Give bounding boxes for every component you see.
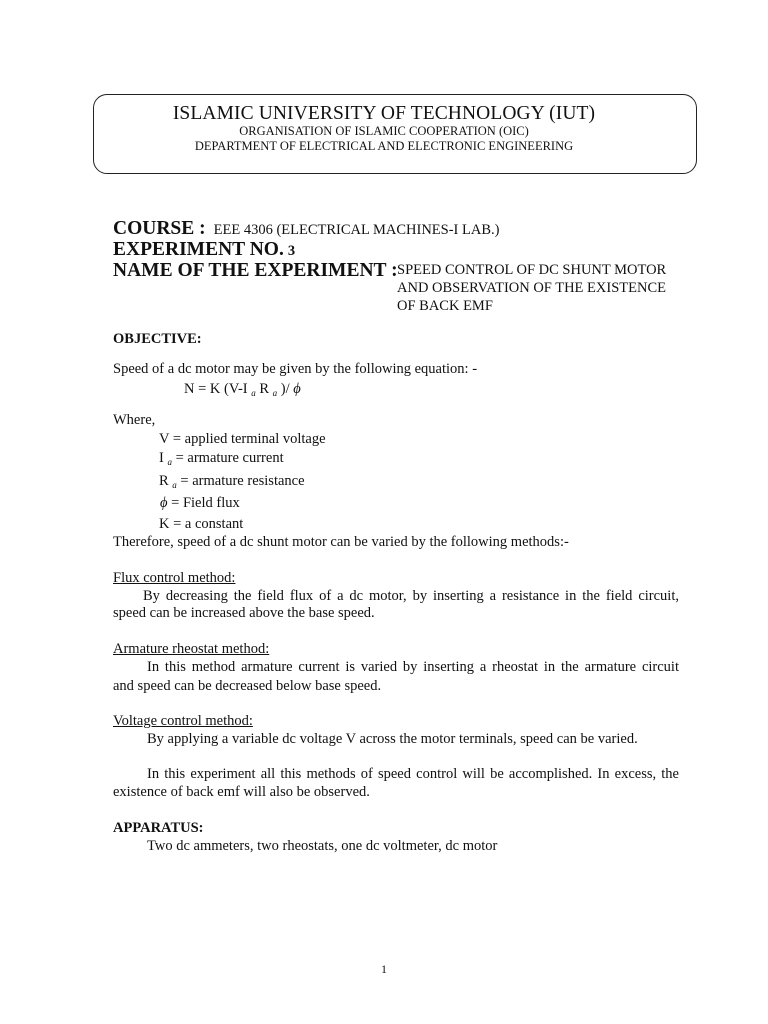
voltage-method-line-1: By applying a variable dc voltage V across the motor terminals, speed can be varied. xyxy=(147,731,638,747)
page-number: 1 xyxy=(381,962,387,976)
def-armature-resistance: R $_a$ = armature resistance xyxy=(159,473,305,490)
phi-symbol: ϕ xyxy=(293,381,301,397)
objective-intro: Speed of a dc motor may be given by the following equation: - xyxy=(113,361,478,377)
experiment-name-line-3: OF BACK EMF xyxy=(397,298,493,314)
experiment-line xyxy=(113,239,295,261)
flux-method-line-1: By decreasing the field flux of a dc motor, by inserting a resistance in the field circuit, xyxy=(143,588,679,604)
flux-method-title: Flux control method: xyxy=(113,570,236,586)
experiment-name-line-2: AND OBSERVATION OF THE EXISTENCE xyxy=(397,280,666,296)
def-field-flux: ϕ = Field flux xyxy=(160,495,240,511)
course-label: COURSE : xyxy=(113,218,206,239)
department-line: DEPARTMENT OF ELECTRICAL AND ELECTRONIC ENGINEERING xyxy=(194,139,574,153)
course-value: EEE 4306 (ELECTRICAL MACHINES-I LAB.) xyxy=(213,222,500,238)
university-title: ISLAMIC UNIVERSITY OF TECHNOLOGY (IUT) xyxy=(172,103,596,124)
speed-equation: N = K (V-I $_a$ R $_a$ )/ ϕ xyxy=(184,381,301,398)
def-constant: K = a constant xyxy=(159,516,244,532)
def-voltage: V = applied terminal voltage xyxy=(159,431,326,447)
experiment-name-line-1: SPEED CONTROL OF DC SHUNT MOTOR xyxy=(397,262,667,278)
experiment-name-label: NAME OF THE EXPERIMENT : xyxy=(113,260,398,281)
summary-line-1: In this experiment all this methods of speed control will be accomplished. In excess, the xyxy=(147,766,679,782)
voltage-method-title: Voltage control method: xyxy=(113,713,253,729)
armature-method-line-2: and speed can be decreased below base speed. xyxy=(113,678,382,694)
summary-line-2: existence of back emf will also be observed. xyxy=(113,784,370,800)
organisation-line: ORGANISATION OF ISLAMIC COOPERATION (OIC) xyxy=(239,124,529,138)
experiment-label: EXPERIMENT NO. xyxy=(113,239,284,260)
armature-method-line-1: In this method armature current is varied by inserting a rheostat in the armature circuit xyxy=(147,659,679,675)
therefore-line: Therefore, speed of a dc shunt motor can be varied by the following methods:- xyxy=(113,534,569,550)
def-armature-current: I $_a$ = armature current xyxy=(159,450,284,467)
apparatus-list: Two dc ammeters, two rheostats, one dc voltmeter, dc motor xyxy=(147,838,498,854)
where-label: Where, xyxy=(113,412,156,428)
apparatus-heading: APPARATUS: xyxy=(113,820,204,836)
experiment-number: 3 xyxy=(287,243,296,259)
course-line xyxy=(113,218,499,240)
flux-method-line-2: speed can be increased above the base speed. xyxy=(113,605,375,621)
objective-heading: OBJECTIVE: xyxy=(113,331,202,347)
armature-method-title: Armature rheostat method: xyxy=(113,641,270,657)
